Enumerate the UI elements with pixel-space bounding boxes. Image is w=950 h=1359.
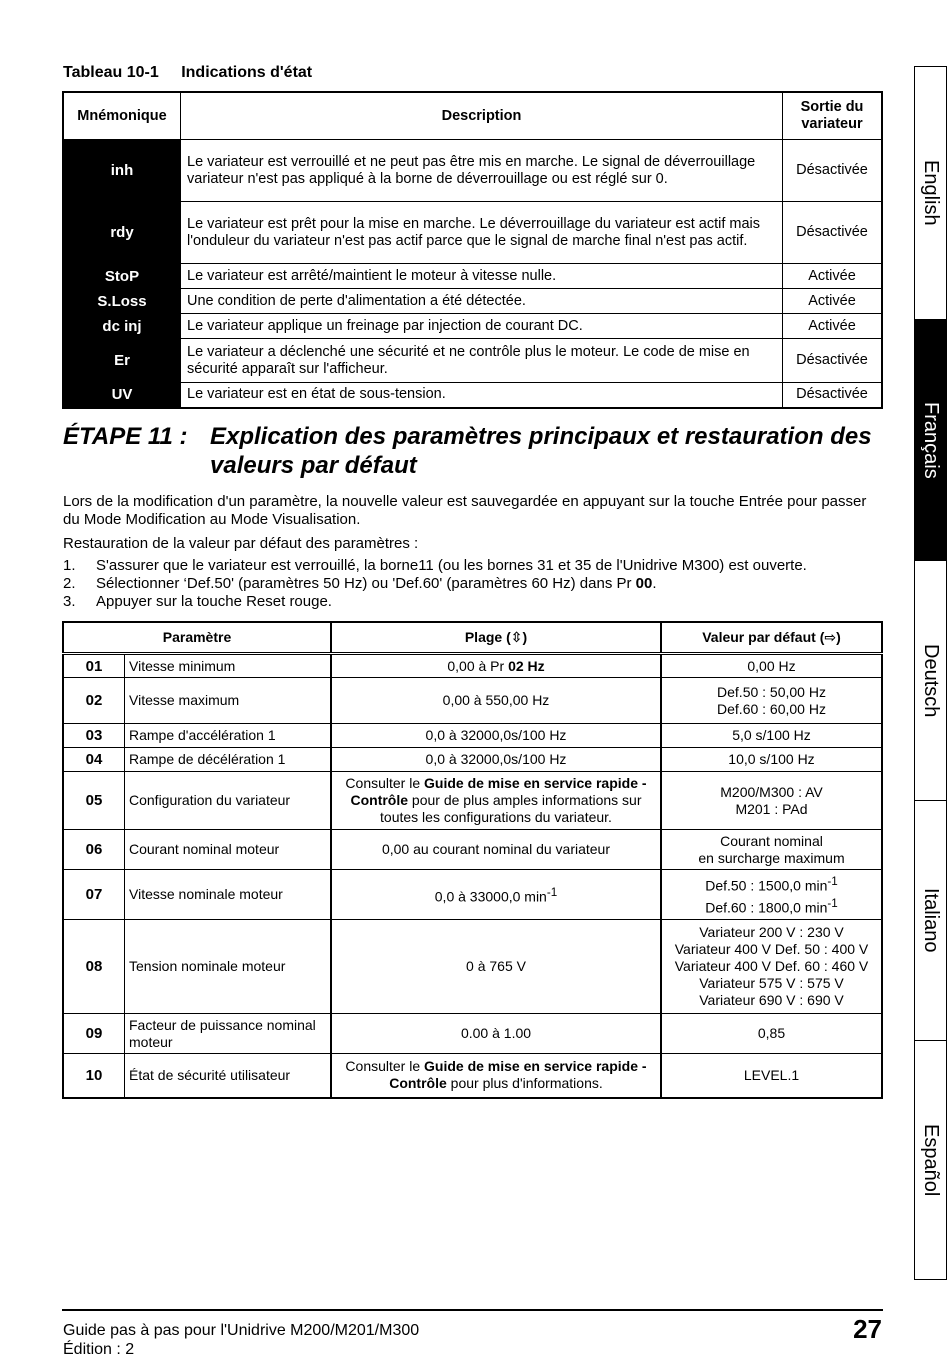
param-default: LEVEL.1 bbox=[661, 1054, 882, 1098]
table-row bbox=[63, 1054, 882, 1098]
param-default: 0,00 Hz bbox=[661, 654, 882, 678]
table-row bbox=[63, 920, 882, 1014]
tab-deutsch[interactable] bbox=[915, 561, 946, 801]
mnemonic-cell: StoP bbox=[63, 264, 181, 289]
param-default: 5,0 s/100 Hz bbox=[661, 724, 882, 748]
param-number: 07 bbox=[63, 870, 125, 920]
param-range: 0.00 à 1.00 bbox=[331, 1014, 661, 1054]
default-line: M200/M300 : AV bbox=[720, 783, 823, 800]
mnemonic-cell: S.Loss bbox=[63, 289, 181, 314]
step-text: S'assurer que le variateur est verrouillé, la borne11 (ou les bornes 31 et 35 de l'Unidrive M300) est ouverte. bbox=[96, 557, 807, 574]
description-cell: Le variateur est arrêté/maintient le moteur à vitesse nulle. bbox=[181, 264, 783, 289]
restore-steps-list bbox=[63, 557, 807, 611]
step-title: Explication des paramètres principaux et restauration des valeurs par défaut bbox=[210, 423, 872, 479]
tab-label: Deutsch bbox=[920, 643, 942, 718]
table-header-row bbox=[63, 622, 882, 654]
list-item bbox=[63, 593, 807, 611]
param-number: 01 bbox=[63, 654, 125, 678]
output-cell: Désactivée bbox=[783, 339, 883, 383]
description-cell: Le variateur est verrouillé et ne peut pas être mis en marche. Le signal de déverrouillage variateur n'est pas appliqué à la borne de déverrouillage ou est réglé sur 0. bbox=[181, 140, 783, 202]
param-default: 10,0 s/100 Hz bbox=[661, 748, 882, 772]
description-cell: Une condition de perte d'alimentation a été détectée. bbox=[181, 289, 783, 314]
step-text: Appuyer sur la touche Reset rouge. bbox=[96, 593, 332, 610]
language-tabs bbox=[914, 66, 947, 1280]
step-number: 3. bbox=[63, 593, 76, 610]
param-number: 06 bbox=[63, 830, 125, 870]
step-text-part: Sélectionner ‘Def.50' (paramètres 50 Hz) ou 'Def.60' (paramètres 60 Hz) dans Pr bbox=[96, 575, 636, 592]
default-line: Variateur 690 V : 690 V bbox=[699, 992, 844, 1008]
table-row bbox=[63, 772, 882, 830]
description-cell: Le variateur a déclenché une sécurité et ne contrôle plus le moteur. Le code de mise en sécurité apparaît sur l'afficheur. bbox=[181, 339, 783, 383]
column-header: Description bbox=[181, 92, 783, 140]
description-cell: Le variateur est en état de sous-tension. bbox=[181, 383, 783, 408]
intro-paragraph: Lors de la modification d'un paramètre, la nouvelle valeur est sauvegardée en appuyant sur la touche Entrée pour passer du Mode Modification au Mode Visualisation. bbox=[63, 493, 867, 528]
table-row bbox=[63, 830, 882, 870]
table-number: Tableau 10-1 bbox=[63, 64, 159, 81]
param-name: Vitesse nominale moteur bbox=[125, 870, 332, 920]
table-row bbox=[63, 383, 882, 408]
tab-label: Italiano bbox=[920, 888, 942, 953]
default-line: Variateur 575 V : 575 V bbox=[699, 975, 844, 991]
parameters-table bbox=[62, 621, 883, 1099]
output-cell: Activée bbox=[783, 314, 883, 339]
mnemonic-cell: UV bbox=[63, 383, 181, 408]
footer-info bbox=[63, 1321, 419, 1359]
step-number: 1. bbox=[63, 557, 76, 574]
default-line: M201 : PAd bbox=[735, 800, 808, 817]
param-range bbox=[331, 654, 661, 678]
param-range: 0,00 au courant nominal du variateur bbox=[331, 830, 661, 870]
default-text: Def.50 : 1500,0 min bbox=[705, 877, 828, 894]
param-default: 0,85 bbox=[661, 1014, 882, 1054]
column-header: Mnémonique bbox=[63, 92, 181, 140]
list-item bbox=[63, 575, 807, 593]
default-line: Def.50 : 50,00 Hz bbox=[717, 683, 826, 700]
superscript: -1 bbox=[546, 885, 558, 899]
table-row bbox=[63, 289, 882, 314]
table-row bbox=[63, 724, 882, 748]
output-cell: Désactivée bbox=[783, 202, 883, 264]
range-text: 0,0 à 33000,0 min bbox=[434, 888, 547, 905]
param-default bbox=[661, 772, 882, 830]
param-name: Vitesse minimum bbox=[125, 654, 332, 678]
table-row bbox=[63, 202, 882, 264]
param-name: Courant nominal moteur bbox=[125, 830, 332, 870]
table-row bbox=[63, 654, 882, 678]
step-label: ÉTAPE 11 : bbox=[63, 423, 188, 450]
default-line: en surcharge maximum bbox=[698, 849, 845, 866]
restore-intro: Restauration de la valeur par défaut des paramètres : bbox=[63, 535, 419, 552]
column-header: Plage (⇳) bbox=[331, 622, 661, 654]
tab-english[interactable] bbox=[915, 67, 946, 320]
param-name: Rampe d'accélération 1 bbox=[125, 724, 332, 748]
column-header: Valeur par défaut (⇨) bbox=[661, 622, 882, 654]
default-text: Def.60 : 1800,0 min bbox=[705, 899, 828, 916]
superscript: -1 bbox=[827, 896, 838, 910]
range-text: pour de plus amples informations sur toutes les configurations du variateur. bbox=[380, 792, 642, 825]
range-ref: 02 Hz bbox=[508, 657, 545, 674]
tab-espanol[interactable] bbox=[915, 1041, 946, 1279]
mnemonic-cell: rdy bbox=[63, 202, 181, 264]
param-number: 02 bbox=[63, 678, 125, 724]
default-line: Def.60 : 60,00 Hz bbox=[717, 700, 826, 717]
mnemonic-cell: dc inj bbox=[63, 314, 181, 339]
table-row bbox=[63, 314, 882, 339]
default-line bbox=[666, 895, 877, 917]
tab-italiano[interactable] bbox=[915, 801, 946, 1041]
footer-title: Guide pas à pas pour l'Unidrive M200/M201/M300 bbox=[63, 1322, 420, 1339]
range-text: pour plus d'informations. bbox=[446, 1075, 603, 1092]
range-text: 0,00 à Pr bbox=[447, 657, 509, 674]
mnemonic-cell: inh bbox=[63, 140, 181, 202]
param-default bbox=[661, 920, 882, 1014]
table-row bbox=[63, 678, 882, 724]
tab-label: Français bbox=[920, 401, 942, 479]
tab-label: Español bbox=[920, 1123, 942, 1197]
param-name: Configuration du variateur bbox=[125, 772, 332, 830]
step-text bbox=[96, 575, 657, 593]
footer-edition: Édition : 2 bbox=[63, 1341, 135, 1358]
param-range bbox=[331, 772, 661, 830]
param-ref: 00 bbox=[635, 575, 653, 592]
range-text: Consulter le bbox=[345, 775, 425, 791]
superscript: -1 bbox=[827, 874, 838, 888]
param-name: Facteur de puissance nominal moteur bbox=[125, 1014, 332, 1054]
table-row bbox=[63, 748, 882, 772]
param-range: 0,0 à 32000,0s/100 Hz bbox=[331, 724, 661, 748]
table-caption bbox=[63, 64, 312, 82]
description-cell: Le variateur est prêt pour la mise en marche. Le déverrouillage du variateur est actif mais l'onduleur du variateur n'est pas actif parce que le signal de marche final n'est pas actif. bbox=[181, 202, 783, 264]
param-number: 04 bbox=[63, 748, 125, 772]
table-row bbox=[63, 140, 882, 202]
param-range bbox=[331, 870, 661, 920]
param-number: 03 bbox=[63, 724, 125, 748]
param-default bbox=[661, 870, 882, 920]
param-number: 05 bbox=[63, 772, 125, 830]
param-range: 0 à 765 V bbox=[331, 920, 661, 1014]
table-row bbox=[63, 339, 882, 383]
description-cell: Le variateur applique un freinage par injection de courant DC. bbox=[181, 314, 783, 339]
param-default bbox=[661, 678, 882, 724]
default-line: Variateur 400 V Def. 50 : 400 V bbox=[674, 941, 869, 957]
default-line: Courant nominal bbox=[720, 832, 823, 849]
output-cell: Désactivée bbox=[783, 383, 883, 408]
param-number: 10 bbox=[63, 1054, 125, 1098]
step-text-part: . bbox=[652, 575, 657, 592]
output-cell: Désactivée bbox=[783, 140, 883, 202]
param-default bbox=[661, 830, 882, 870]
page-number: 27 bbox=[853, 1314, 882, 1344]
default-line: Variateur 200 V : 230 V bbox=[699, 924, 844, 940]
status-indications-table bbox=[62, 91, 883, 409]
default-line bbox=[666, 873, 877, 895]
column-header: Paramètre bbox=[63, 622, 331, 654]
param-number: 09 bbox=[63, 1014, 125, 1054]
default-line: Variateur 400 V Def. 60 : 460 V bbox=[674, 958, 869, 974]
output-cell: Activée bbox=[783, 264, 883, 289]
param-name: Rampe de décélération 1 bbox=[125, 748, 332, 772]
param-number: 08 bbox=[63, 920, 125, 1014]
list-item bbox=[63, 557, 807, 575]
range-text: Consulter le bbox=[345, 1058, 425, 1075]
table-header-row bbox=[63, 92, 882, 140]
param-range: 0,0 à 32000,0s/100 Hz bbox=[331, 748, 661, 772]
tab-francais[interactable] bbox=[915, 320, 946, 561]
table-row bbox=[63, 1014, 882, 1054]
param-name: Tension nominale moteur bbox=[125, 920, 332, 1014]
output-cell: Activée bbox=[783, 289, 883, 314]
table-title: Indications d'état bbox=[181, 64, 313, 81]
table-row bbox=[63, 870, 882, 920]
param-range: 0,00 à 550,00 Hz bbox=[331, 678, 661, 724]
param-name: Vitesse maximum bbox=[125, 678, 332, 724]
step-number: 2. bbox=[63, 575, 76, 592]
column-header: Sortie du variateur bbox=[783, 92, 883, 140]
param-range bbox=[331, 1054, 661, 1098]
mnemonic-cell: Er bbox=[63, 339, 181, 383]
tab-label: English bbox=[920, 160, 942, 226]
footer-divider bbox=[62, 1309, 883, 1311]
guide-reference: Guide de mise en service rapide - Contrôle bbox=[389, 1058, 647, 1092]
table-row bbox=[63, 264, 882, 289]
guide-reference: Guide de mise en service rapide - Contrôle bbox=[350, 775, 647, 808]
param-name: État de sécurité utilisateur bbox=[125, 1054, 332, 1098]
